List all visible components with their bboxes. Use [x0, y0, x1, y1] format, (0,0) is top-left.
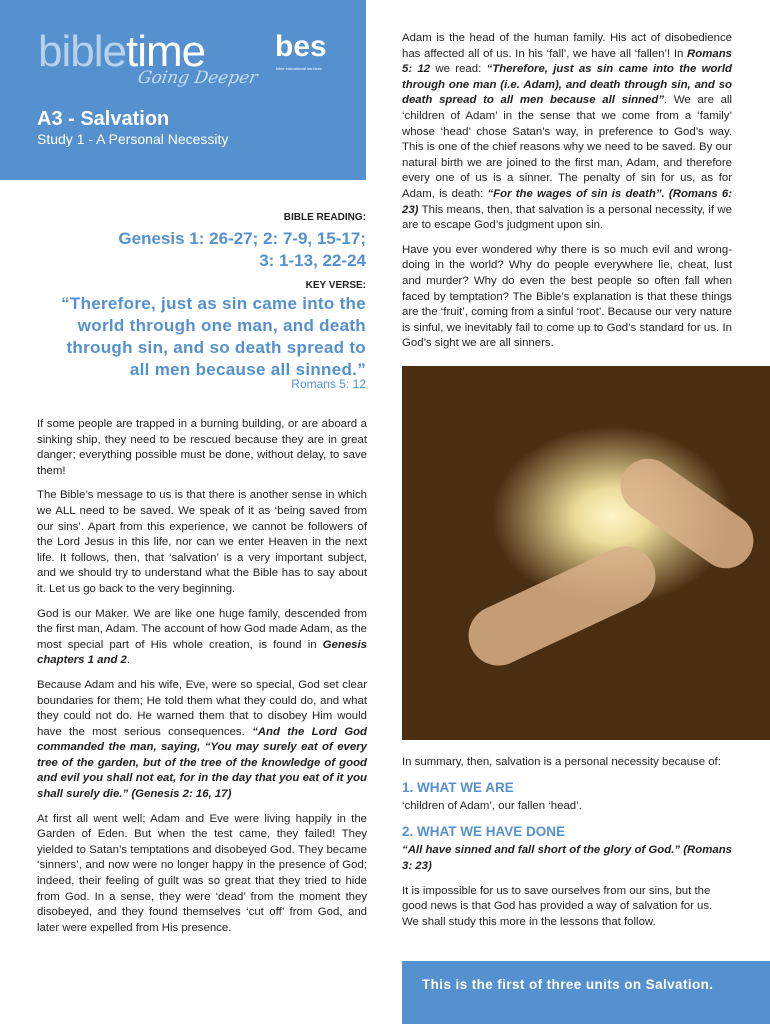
left-column-text: [37, 417, 367, 945]
scripture-quote: Romans 5: 12: [402, 47, 732, 76]
hands-apple-photo: [402, 366, 770, 740]
scripture-quote: “Therefore, just as sin came into the world through one man (i.e. Adam), and death through sin, and so death spread to all men because all sinned”: [402, 63, 732, 107]
point1-heading: 1. WHAT WE ARE: [402, 779, 514, 795]
reading-line: 3: 1-13, 22-24: [259, 251, 366, 270]
paragraph: [37, 678, 367, 803]
text-segment: Have you ever wondered why there is so much evil and wrong-doing in the world? Why do people everywhere lie, cheat, lust and murder? Why do even the best people so often fall when faced by temptation? The Bible’s explanation is that these things are the ‘fruit’, coming from a sinful ‘root’. Because our very nature is sinful, we inevitably fail to come up to God’s standard for us. In God’s sight we are all sinners.: [402, 243, 732, 350]
bible-reading-label: BIBLE READING:: [283, 212, 366, 223]
closing-text: It is impossible for us to save ourselves from our sins, but the good news is that God has provided a way of salvation for us. We shall study this more in the lessons that follow.: [402, 884, 713, 928]
bes-logo: bes: [275, 30, 327, 63]
scripture-quote: Genesis chapters 1 and 2: [37, 638, 367, 667]
text-segment: If some people are trapped in a burning building, or are aboard a sinking ship, they need to be rescued because they are in great danger; everything possible must be done, without delay, to save them!: [37, 418, 367, 477]
summary-intro: In summary, then, salvation is a personal necessity because of:: [402, 756, 721, 768]
scripture-quote: “For the wages of sin is death”. (Romans 6: 23): [402, 187, 733, 216]
paragraph: [37, 812, 367, 937]
page-subtitle: Study 1 - A Personal Necessity: [37, 131, 229, 147]
text-segment: Because Adam and his wife, Eve, were so special, God set clear boundaries for them; He told them what they could do, and what they could not do. He warned them that to disobey Him would have the most serious consequences.: [37, 678, 367, 738]
text-segment: .: [126, 654, 131, 667]
text-segment: God is our Maker. We are like one huge family, descended from the first man, Adam. The account of how God made Adam, as the most special part of His whole creation, is found in: [37, 607, 367, 651]
header-banner: [0, 0, 366, 180]
key-verse-reference: Romans 5: 12: [291, 377, 366, 391]
paragraph: [37, 417, 367, 479]
summary-section: [402, 755, 732, 939]
key-verse-line: through sin, and so death spread to: [66, 338, 366, 357]
point2-heading: 2. WHAT WE HAVE DONE: [402, 823, 566, 839]
text-segment: This means, then, that salvation is a personal necessity, if we are to escape God’s judgment upon sin.: [402, 203, 732, 232]
point1-text: ‘children of Adam’, our fallen ‘head’.: [402, 800, 582, 813]
key-verse: [61, 293, 366, 381]
paragraph: [37, 488, 367, 597]
footer-text: This is the first of three units on Salvation.: [422, 977, 714, 992]
logo-bible: bible: [38, 27, 126, 76]
key-verse-line: world through one man, and death: [77, 316, 366, 335]
text-segment: At first all went well; Adam and Eve were living happily in the Garden of Eden. But when the test came, they failed! They yielded to Satan’s temptations and disobeyed God. They became ‘sinners’, and now were no longer happy in the presence of God; indeed, their feeling of guilt was so great that they tried to hide from God. In a sense, they were ‘dead’ from the moment they disobeyed, and they found themselves ‘cut off’ from God, and later were expelled from His presence.: [37, 812, 367, 934]
text-segment: we read:: [430, 63, 487, 76]
text-segment: The Bible’s message to us is that there is another sense in which we ALL need to be saved. We speak of it as ‘being saved from our sins’. Apart from this experience, we cannot be followers of the Lord Jesus in this life, nor can we enter Heaven in the next life. It follows, then, that ‘salvation’ is a very important subject, and we should try to understand what the Bible has to say about it. Let us go back to the very beginning.: [37, 489, 367, 595]
footer-banner: [402, 961, 770, 1024]
key-verse-line: all men because all sinned.”: [129, 360, 366, 379]
bible-reading: [118, 228, 366, 272]
logo-tagline: Going Deeper: [136, 68, 260, 88]
text-segment: . We are all ‘children of Adam’ in the sense that we come from a ‘family’ whose ‘head’ chose Satan’s way, in preference to God’s way. This is one of the chief reasons why we need to be saved. By our natural birth we are joined to the first man, Adam, and therefore every one of us is a sinner. The penalty of sin for us, as for Adam, is death:: [402, 94, 732, 200]
reading-line: Genesis 1: 26-27; 2: 7-9, 15-17;: [118, 229, 366, 248]
paragraph: [402, 243, 732, 352]
paragraph: [37, 607, 367, 669]
paragraph: [402, 31, 732, 234]
page-title: A3 - Salvation: [37, 108, 170, 130]
key-verse-line: “Therefore, just as sin came into the: [61, 294, 366, 313]
bes-logo-subtitle: bible educational services: [276, 66, 322, 71]
text-segment: Adam is the head of the human family. His act of disobedience has affected all of us. In his ‘fall’, we have all ‘fallen’! In: [402, 32, 732, 60]
right-column-text: [402, 31, 732, 361]
point2-quote: “All have sinned and fall short of the glory of God.” (Romans 3: 23): [402, 844, 732, 872]
key-verse-label: KEY VERSE:: [305, 280, 366, 291]
logo-time: time: [125, 27, 206, 76]
scripture-quote: “And the Lord God commanded the man, saying, “You may surely eat of every tree of the garden, but of the tree of the knowledge of good and evil you shall not eat, for in the day that you eat of it you shall surely die.” (Genesis 2: 16, 17): [37, 725, 368, 801]
